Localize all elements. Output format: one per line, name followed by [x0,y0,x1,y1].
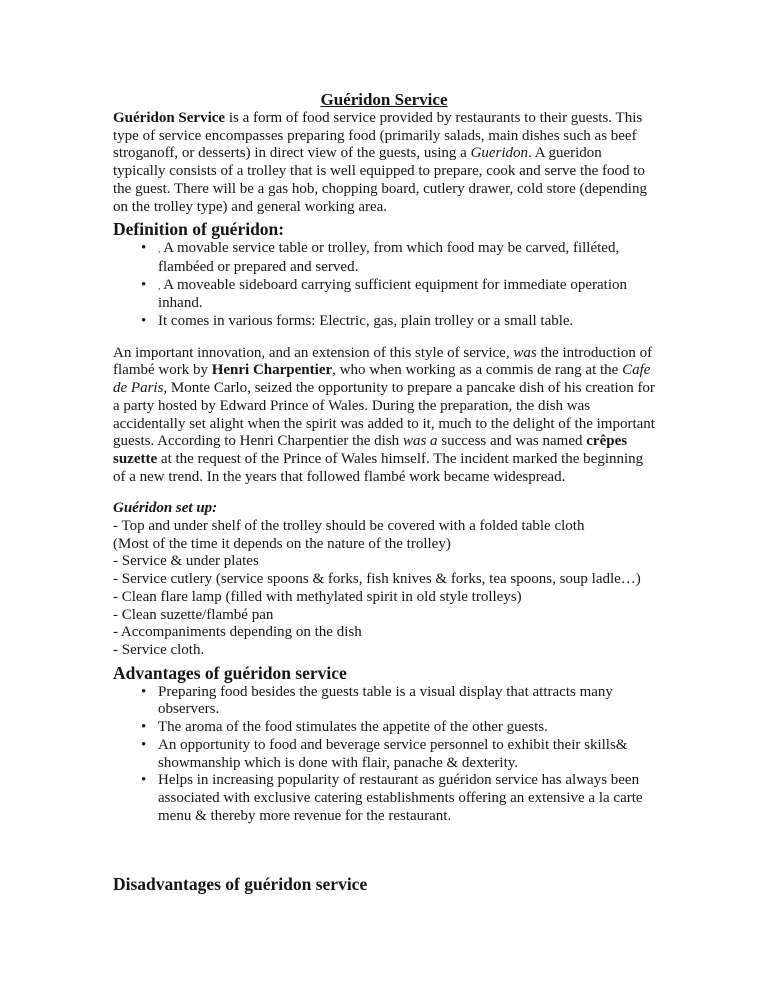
text-run: Preparing food besides the guests table is a visual display that attracts many observers. [158,683,613,718]
setup-heading: Guéridon set up: [113,500,218,517]
text-run: , who when working as a commis de rang at the [332,362,623,379]
setup-line: - Top and under shelf of the trolley should be covered with a folded table cloth [113,518,585,535]
text-run: Cafe de Paris, [113,362,651,397]
setup-line: - Service cloth. [113,641,205,658]
text-run: A movable service table or trolley, from which food may be carved, filléted, flambéed or prepared and served. [158,240,620,275]
text-run: was [513,344,537,361]
setup-line: (Most of the time it depends on the nature of the trolley) [113,535,451,552]
list-item [113,684,655,719]
document-content [113,90,655,895]
page-title: Guéridon Service [320,90,448,109]
text-run: A moveable sideboard carrying sufficient equipment for immediate operation inhand. [158,276,627,312]
text-run: , [158,244,161,255]
list-item [113,313,655,331]
setup-line: - Clean suzette/flambé pan [113,606,274,623]
history-paragraph [113,345,655,487]
text-run: , [158,280,161,291]
advantages-list [113,684,655,826]
text-run: Monte Carlo, seized the opportunity to prepare a pancake dish of his creation for a party hosted by Edward Prince of Wales. During the preparation, the dish was accidentally set alight when the spirit was added to it, much to the delight of the important guests. According to Henri Charpentier the dish [113,380,655,450]
text-run: Gueridon [470,145,529,162]
text-run: Henri Charpentier [211,362,333,379]
spacer [113,331,655,345]
text-run: It comes in various forms: Electric, gas, plain trolley or a small table. [158,313,574,330]
text-run: success and was named [437,433,587,450]
list-item [113,737,655,772]
text-run: Helps in increasing popularity of restaurant as guéridon service has always been associated with exclusive catering establishments offering an extensive a la carte menu & thereby more revenue for the restaurant. [158,772,643,824]
setup-line: - Service & under plates [113,553,259,570]
text-run: was a [402,433,438,450]
text-run: Guéridon Service [113,110,226,126]
text-run: the introduction of flambé work by [113,344,653,379]
text-run: The aroma of the food stimulates the appetite of the other guests. [158,719,548,736]
spacer [113,486,655,500]
list-item [113,719,655,737]
disadvantages-heading: Disadvantages of guéridon service [113,874,368,895]
intro-paragraph [113,110,655,216]
list-item [113,240,655,276]
setup-list [113,518,655,660]
setup-line: - Clean flare lamp (filled with methylated spirit in old style trolleys) [113,588,522,605]
list-item [113,772,655,825]
definition-list [113,240,655,331]
text-run: An opportunity to food and beverage service personnel to exhibit their skills& showmanship which is done with flair, panache & dexterity. [158,736,628,771]
text-run: An important innovation, and an extension of this style of service, [113,344,514,361]
text-run: at the request of the Prince of Wales himself. The incident marked the beginning of a new trend. In the years that followed flambé work became widespread. [113,450,644,485]
setup-line: - Service cutlery (service spoons & forks, fish knives & forks, tea spoons, soup ladle…) [113,571,641,588]
setup-line: - Accompaniments depending on the dish [113,624,362,641]
text-run: crêpes suzette [113,433,628,467]
advantages-heading: Advantages of guéridon service [113,662,347,683]
list-item [113,277,655,313]
text-run: is a form of food service provided by restaurants to their guests. This type of service encompasses preparing food (primarily salads, main dishes such as beef stroganoff, or desserts) in direct view of the guests, using a [113,110,643,162]
definition-heading: Definition of guéridon: [113,219,285,240]
text-run: . A gueridon typically consists of a trolley that is well equipped to prepare, cook and serve the food to the guest. There will be a gas hob, chopping board, cutlery drawer, cold store (depending on the trolley type) and general working area. [113,145,647,215]
spacer [113,825,655,871]
